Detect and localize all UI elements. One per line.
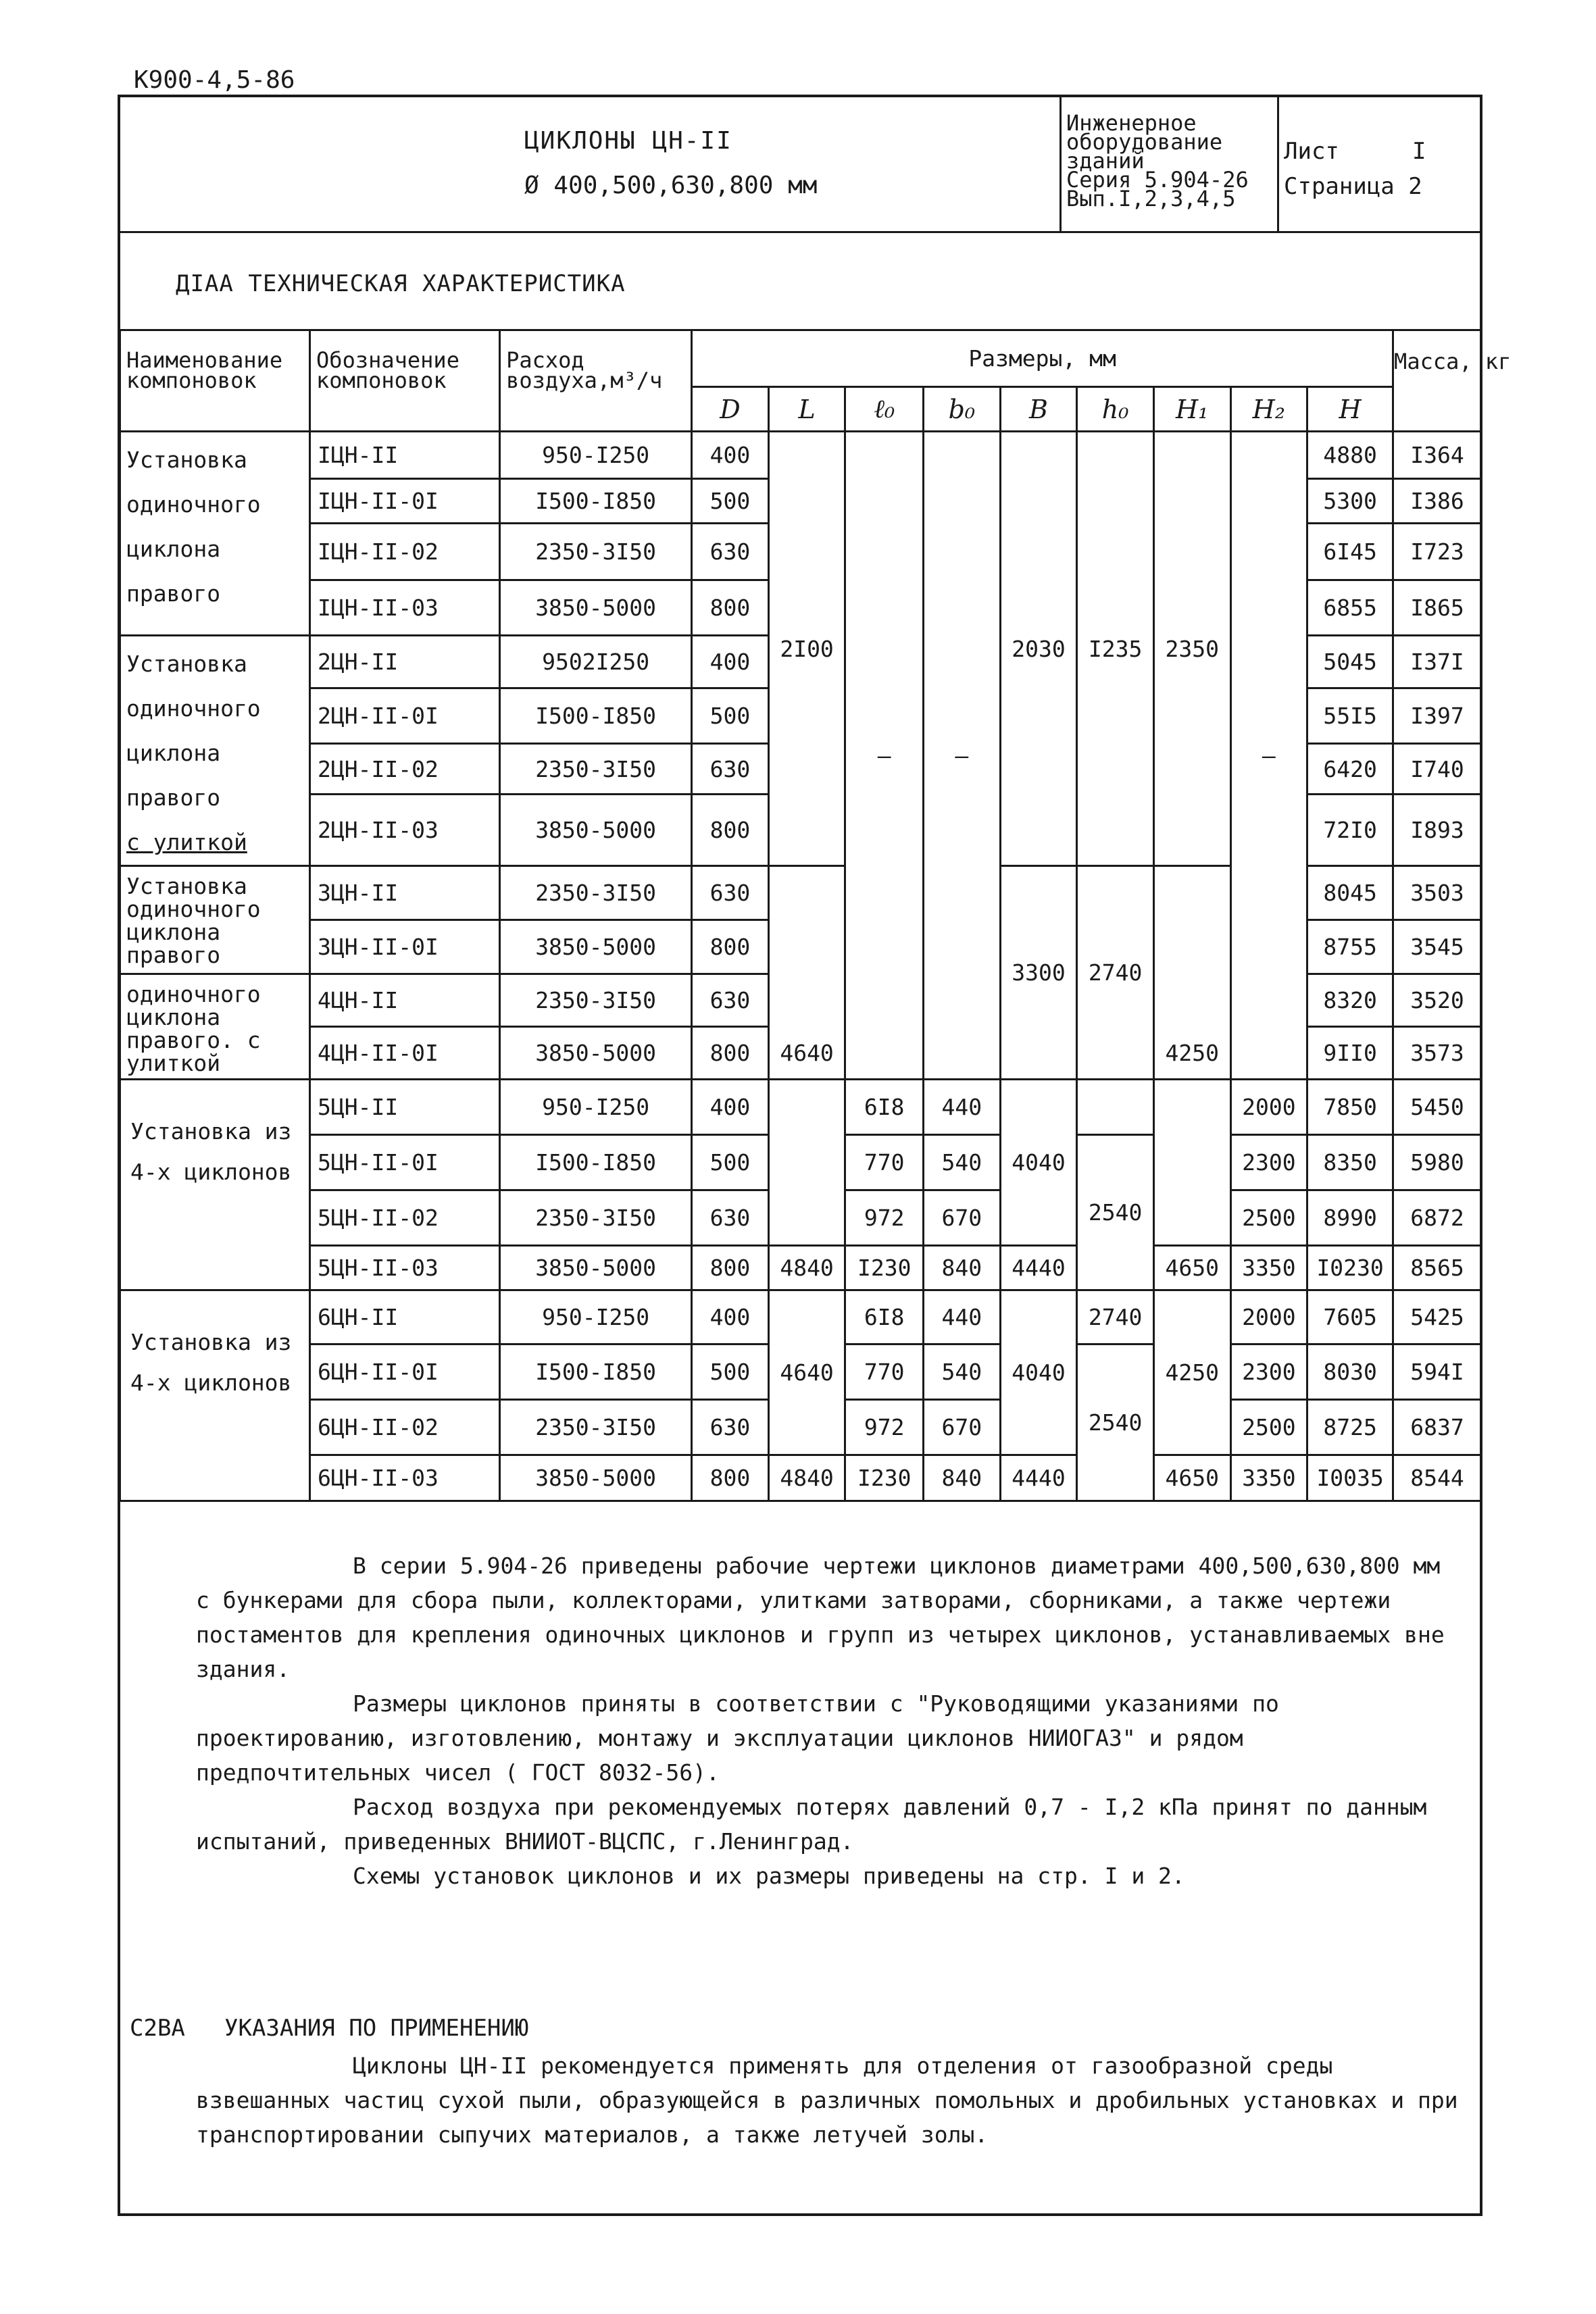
cell-code: 6ЦН-II — [310, 1290, 500, 1344]
cell-b0: 670 — [924, 1190, 1001, 1246]
cell-B-merged: 4040 — [1000, 1080, 1077, 1246]
cell-h0-merged: 2540 — [1077, 1344, 1154, 1501]
cell-D: 630 — [692, 974, 769, 1027]
cell-code: 6ЦН-II-0I — [310, 1344, 500, 1400]
document-code: К900-4,5-86 — [134, 66, 295, 94]
usage-block — [196, 2048, 1466, 2152]
cell-h0-empty — [1077, 1080, 1154, 1135]
cell-code: 6ЦН-II-03 — [310, 1455, 500, 1501]
cell-D: 630 — [692, 743, 769, 794]
cell-D: 800 — [692, 920, 769, 974]
cell-flow: 3850-5000 — [500, 1246, 692, 1290]
cell-code: 5ЦН-II-03 — [310, 1246, 500, 1290]
cell-flow: 950-I250 — [500, 1080, 692, 1135]
issue-line: Вып.I,2,3,4,5 — [1066, 186, 1236, 211]
cell-code: 6ЦН-II-02 — [310, 1400, 500, 1455]
paragraph-1: В серии 5.904-26 приведены рабочие чертежи циклонов диаметрами 400,500,630,800 мм с бункерами для сбора пыли, коллекторами, улитками затворами, сборниками, а также чертежи постаментов для крепления одиночных циклонов и групп из четырех циклонов, устанавливаемых вне здания. — [196, 1553, 1445, 1682]
engineering-line: зданий — [1066, 148, 1145, 174]
cell-H2: 2000 — [1230, 1080, 1307, 1135]
cell-flow: 3850-5000 — [500, 795, 692, 866]
group-2 — [120, 636, 310, 866]
group-5: Установка из 4-х циклонов — [120, 1080, 310, 1290]
cell-flow: 3850-5000 — [500, 920, 692, 974]
cell-L: 4840 — [768, 1455, 845, 1501]
cell-flow: I500-I850 — [500, 1135, 692, 1190]
cell-mass: I364 — [1393, 432, 1482, 479]
cell-H: 8320 — [1307, 974, 1393, 1027]
cell-D: 630 — [692, 866, 769, 920]
group-3: Установка одиночного циклона правого — [120, 866, 310, 974]
cell-mass: I386 — [1393, 479, 1482, 524]
cell-H: 9II0 — [1307, 1027, 1393, 1080]
cell-D: 400 — [692, 1290, 769, 1344]
engineering-line: оборудование — [1066, 129, 1223, 155]
cell-H2: 3350 — [1230, 1455, 1307, 1501]
cell-h0-merged: I235 — [1077, 432, 1154, 866]
cell-flow: 3850-5000 — [500, 1027, 692, 1080]
cell-D: 800 — [692, 580, 769, 636]
cell-L: 4840 — [768, 1246, 845, 1290]
group-2-suffix: с улиткой — [126, 829, 247, 855]
cell-flow: I500-I850 — [500, 688, 692, 743]
cell-D: 500 — [692, 1344, 769, 1400]
table-row — [120, 1455, 1482, 1501]
cell-flow: 2350-3I50 — [500, 743, 692, 794]
cell-H2: 2500 — [1230, 1190, 1307, 1246]
cell-L-merged: 2I00 — [768, 432, 845, 866]
cell-code: 5ЦН-II — [310, 1080, 500, 1135]
cell-B: 4440 — [1000, 1455, 1077, 1501]
group-4: одиночного циклона правого. с улиткой — [120, 974, 310, 1080]
cell-code: 5ЦН-II-02 — [310, 1190, 500, 1246]
cell-flow: 950-I250 — [500, 432, 692, 479]
cell-H: 7850 — [1307, 1080, 1393, 1135]
cell-code: 2ЦН-II — [310, 636, 500, 688]
cell-D: 630 — [692, 1400, 769, 1455]
cell-b0: 540 — [924, 1344, 1001, 1400]
cell-H: 5300 — [1307, 479, 1393, 524]
cell-l0: 770 — [845, 1344, 924, 1400]
cell-B: 4440 — [1000, 1246, 1077, 1290]
cell-flow: I500-I850 — [500, 479, 692, 524]
cell-code: 3ЦН-II — [310, 866, 500, 920]
cell-mass: 3545 — [1393, 920, 1482, 974]
cell-h0-merged: 2740 — [1077, 866, 1154, 1080]
cell-H2: 2300 — [1230, 1135, 1307, 1190]
cell-mass: 5980 — [1393, 1135, 1482, 1190]
cell-mass: 5425 — [1393, 1290, 1482, 1344]
cell-code: 2ЦН-II-02 — [310, 743, 500, 794]
cell-D: 800 — [692, 1027, 769, 1080]
table-row — [120, 1290, 1482, 1344]
cell-flow: 2350-3I50 — [500, 524, 692, 580]
group-6: Установка из 4-х циклонов — [120, 1290, 310, 1501]
series-line: Серия 5.904-26 — [1066, 167, 1249, 193]
cell-b0: 540 — [924, 1135, 1001, 1190]
cell-D: 500 — [692, 1135, 769, 1190]
cell-mass: 594I — [1393, 1344, 1482, 1400]
sym-D: D — [692, 387, 769, 432]
cell-flow: 950-I250 — [500, 1290, 692, 1344]
cell-D: 800 — [692, 795, 769, 866]
cell-H: 6I45 — [1307, 524, 1393, 580]
cell-mass: I865 — [1393, 580, 1482, 636]
cell-D: 400 — [692, 1080, 769, 1135]
cell-mass: 3520 — [1393, 974, 1482, 1027]
cell-B-merged: 3300 — [1000, 866, 1077, 1080]
cell-H: 6420 — [1307, 743, 1393, 794]
page-frame — [118, 95, 1512, 2216]
sym-H1: H₁ — [1153, 387, 1230, 432]
cell-h0-merged: 2540 — [1077, 1135, 1154, 1290]
sym-L: L — [768, 387, 845, 432]
header-bottom-line — [120, 231, 1482, 233]
cell-b0: 670 — [924, 1400, 1001, 1455]
cell-H: 8350 — [1307, 1135, 1393, 1190]
cell-flow: 9502I250 — [500, 636, 692, 688]
cell-H: 7605 — [1307, 1290, 1393, 1344]
cell-H2: 3350 — [1230, 1246, 1307, 1290]
table-row — [120, 432, 1482, 479]
cell-H: 8725 — [1307, 1400, 1393, 1455]
header-name: Наименование компоновок — [120, 330, 310, 432]
cell-flow: 2350-3I50 — [500, 866, 692, 920]
notes-block — [196, 1549, 1466, 1893]
cell-L-merged: 4640 — [768, 866, 845, 1080]
sym-l0: ℓ₀ — [845, 387, 924, 432]
cell-l0: I230 — [845, 1455, 924, 1501]
cell-H2-dash: — — [1230, 432, 1307, 1080]
header-divider-1 — [1059, 97, 1062, 232]
cell-L-merged: 4640 — [768, 1290, 845, 1455]
cell-code: IЦН-II-0I — [310, 479, 500, 524]
section2-title: УКАЗАНИЯ ПО ПРИМЕНЕНИЮ — [224, 2015, 529, 2042]
cell-flow: 2350-3I50 — [500, 974, 692, 1027]
cell-H1-merged: 2350 — [1153, 432, 1230, 866]
cell-flow: 2350-3I50 — [500, 1190, 692, 1246]
cell-code: IЦН-II-02 — [310, 524, 500, 580]
cell-l0: I230 — [845, 1246, 924, 1290]
cell-l0: 6I8 — [845, 1290, 924, 1344]
section-title: ДIАА ТЕХНИЧЕСКАЯ ХАРАКТЕРИСТИКА — [176, 270, 626, 297]
sheet-label: Лист — [1284, 138, 1339, 165]
paragraph-4: Схемы установок циклонов и их размеры приведены на стр. I и 2. — [353, 1863, 1185, 1889]
cell-B-merged: 2030 — [1000, 432, 1077, 866]
cell-H1: 4650 — [1153, 1246, 1230, 1290]
cell-mass: I37I — [1393, 636, 1482, 688]
cell-code: 2ЦН-II-03 — [310, 795, 500, 866]
cell-H: 8045 — [1307, 866, 1393, 920]
table-row — [120, 1246, 1482, 1290]
cell-mass: 6872 — [1393, 1190, 1482, 1246]
cell-l0: 972 — [845, 1190, 924, 1246]
paragraph-3: Расход воздуха при рекомендуемых потерях давлений 0,7 - I,2 кПа принят по данным испытаний, приведенных ВНИИОТ-ВЦСПС, г.Ленинград. — [196, 1794, 1427, 1855]
cell-L-empty — [768, 1080, 845, 1246]
table-header-row — [120, 330, 1482, 387]
cell-H: 8990 — [1307, 1190, 1393, 1246]
cell-code: 3ЦН-II-0I — [310, 920, 500, 974]
cell-code: 2ЦН-II-0I — [310, 688, 500, 743]
sym-h0: h₀ — [1077, 387, 1154, 432]
sheet-number: I — [1412, 138, 1426, 165]
cell-H: I0230 — [1307, 1246, 1393, 1290]
section2-code: С2ВА — [130, 2015, 185, 2042]
cell-code: 5ЦН-II-0I — [310, 1135, 500, 1190]
header-dimensions: Размеры, мм — [692, 330, 1393, 387]
sym-b0: b₀ — [924, 387, 1001, 432]
group-1: Установка одиночного циклона правого — [120, 432, 310, 636]
paragraph-5: Циклоны ЦН-II рекомендуется применять для отделения от газообразной среды взвешанных частиц сухой пыли, образующейся в различных помольных и дробильных установках и при транспортировании сыпучих материалов, а также летучей золы. — [196, 2053, 1458, 2148]
cell-l0: 6I8 — [845, 1080, 924, 1135]
paragraph-2: Размеры циклонов приняты в соответствии с "Руководящими указаниями по проектированию, изготовлению, монтажу и эксплуатации циклонов НИИОГАЗ" и рядом предпочтительных чисел ( ГОСТ 8032-56). — [196, 1690, 1279, 1786]
cell-H1-empty — [1153, 1080, 1230, 1246]
cell-mass: I740 — [1393, 743, 1482, 794]
cell-mass: 5450 — [1393, 1080, 1482, 1135]
cell-mass: 8544 — [1393, 1455, 1482, 1501]
cell-H: 4880 — [1307, 432, 1393, 479]
cell-flow: I500-I850 — [500, 1344, 692, 1400]
engineering-line: Инженерное — [1066, 110, 1197, 136]
cell-b0: 840 — [924, 1246, 1001, 1290]
group-2-text: Установка одиночного циклона правого — [126, 651, 261, 811]
cell-D: 500 — [692, 688, 769, 743]
cell-B-merged: 4040 — [1000, 1290, 1077, 1455]
cell-code: 4ЦН-II — [310, 974, 500, 1027]
cell-mass: 8565 — [1393, 1246, 1482, 1290]
cell-D: 630 — [692, 1190, 769, 1246]
cell-H1-merged: 4250 — [1153, 866, 1230, 1080]
cell-H: I0035 — [1307, 1455, 1393, 1501]
header-code: Обозначение компоновок — [310, 330, 500, 432]
cell-flow: 3850-5000 — [500, 580, 692, 636]
spec-table — [119, 329, 1512, 1502]
cell-H: 8755 — [1307, 920, 1393, 974]
cell-flow: 2350-3I50 — [500, 1400, 692, 1455]
cell-H: 72I0 — [1307, 795, 1393, 866]
cell-H2: 2500 — [1230, 1400, 1307, 1455]
table-row — [120, 1080, 1482, 1135]
cell-b0: 440 — [924, 1290, 1001, 1344]
cell-b0: 840 — [924, 1455, 1001, 1501]
document-title: ЦИКЛОНЫ ЦН-II — [524, 127, 732, 155]
cell-code: IЦН-II-03 — [310, 580, 500, 636]
cell-D: 400 — [692, 636, 769, 688]
cell-mass: I893 — [1393, 795, 1482, 866]
cell-h0: 2740 — [1077, 1290, 1154, 1344]
sym-H: H — [1307, 387, 1393, 432]
cell-l0: 770 — [845, 1135, 924, 1190]
cell-H2: 2300 — [1230, 1344, 1307, 1400]
cell-H: 8030 — [1307, 1344, 1393, 1400]
cell-code: 4ЦН-II-0I — [310, 1027, 500, 1080]
cell-D: 500 — [692, 479, 769, 524]
header-flow: Расход воздуха,м³/ч — [500, 330, 692, 432]
cell-D: 800 — [692, 1455, 769, 1501]
cell-mass: 6837 — [1393, 1400, 1482, 1455]
cell-H2: 2000 — [1230, 1290, 1307, 1344]
sym-B: B — [1000, 387, 1077, 432]
cell-mass: 3503 — [1393, 866, 1482, 920]
header-divider-2 — [1277, 97, 1279, 232]
cell-mass: I397 — [1393, 688, 1482, 743]
cell-H: 55I5 — [1307, 688, 1393, 743]
cell-code: IЦН-II — [310, 432, 500, 479]
page-label: Страница 2 — [1284, 173, 1422, 200]
cell-D: 630 — [692, 524, 769, 580]
cell-H: 6855 — [1307, 580, 1393, 636]
header-mass: Масса, кг — [1393, 330, 1482, 432]
cell-D: 400 — [692, 432, 769, 479]
cell-H: 5045 — [1307, 636, 1393, 688]
document-diameters: Ø 400,500,630,800 мм — [524, 172, 818, 199]
cell-b0-dash: — — [924, 432, 1001, 1080]
cell-l0-dash: — — [845, 432, 924, 1080]
sheet-block — [1284, 134, 1426, 204]
cell-H1: 4650 — [1153, 1455, 1230, 1501]
cell-mass: 3573 — [1393, 1027, 1482, 1080]
cell-flow: 3850-5000 — [500, 1455, 692, 1501]
cell-mass: I723 — [1393, 524, 1482, 580]
sym-H2: H₂ — [1230, 387, 1307, 432]
cell-D: 800 — [692, 1246, 769, 1290]
cell-b0: 440 — [924, 1080, 1001, 1135]
engineering-block — [1066, 110, 1249, 211]
cell-l0: 972 — [845, 1400, 924, 1455]
cell-H1-merged: 4250 — [1153, 1290, 1230, 1455]
